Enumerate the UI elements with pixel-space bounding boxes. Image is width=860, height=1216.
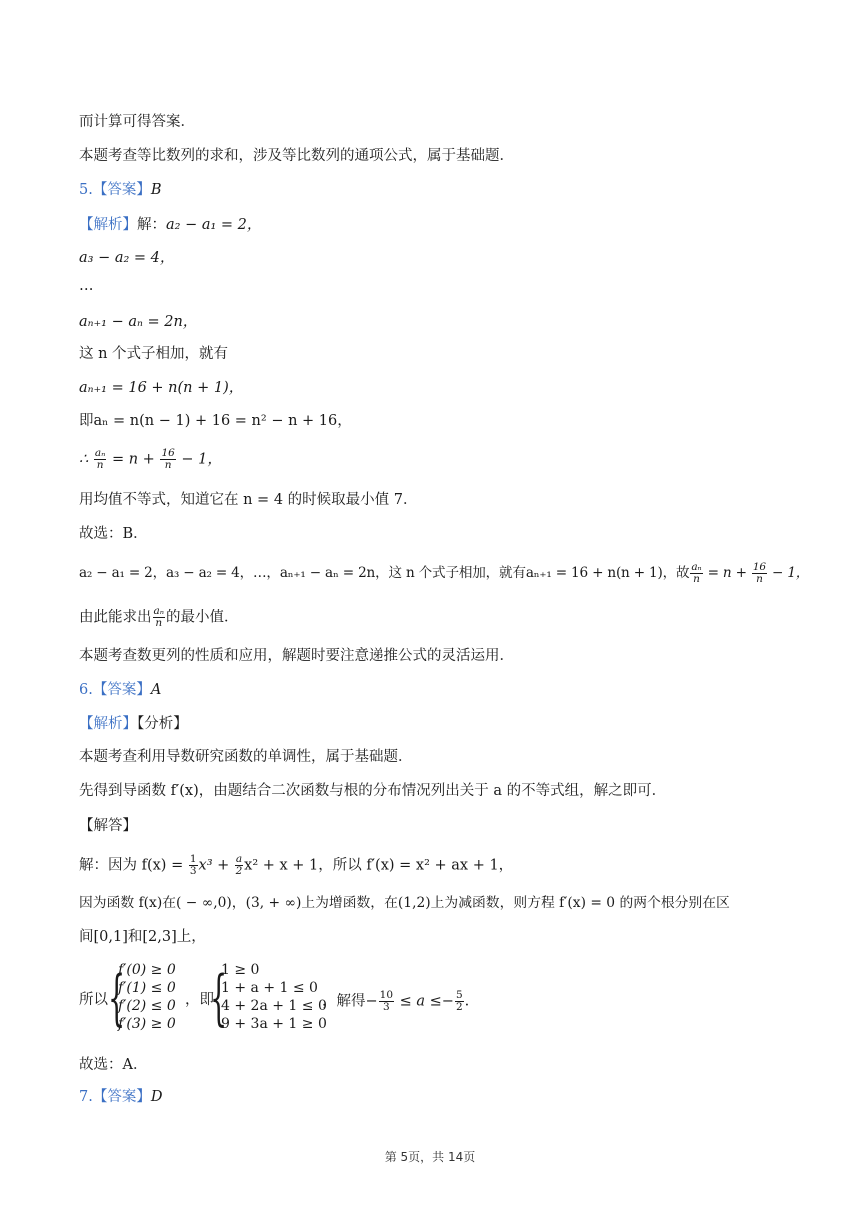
numerator: 10 [379,989,394,1001]
q7-answer-line [79,1087,162,1107]
fraction [752,562,767,585]
text-line: 先得到导函数 f′(x)，由题结合二次函数与根的分布情况列出关于 a 的不等式组，解之即可． [79,783,667,799]
q6-analysis-line [79,714,188,734]
fraction [160,448,175,471]
inequality-system-1 [118,961,176,1033]
equation-part: − 1， [767,565,810,581]
denominator: 2 [235,865,243,877]
fraction [379,990,394,1013]
result-line [322,990,469,1013]
equation-part: ≤ a ≤− [395,993,454,1010]
inequality-row: 1 ≥ 0 [221,962,260,978]
question-number: 5. [79,182,93,198]
answer-value: A [150,682,162,698]
text-line: 本题考查数更列的性质和应用，解题时要注意递推公式的灵活运用． [79,648,514,664]
equation: aₙ₊₁ = 16 + n(n + 1)， [79,380,244,396]
text-line: 用均值不等式，知道它在 n = 4 的时候取最小值 7． [79,492,418,508]
left-brace-icon: { [210,963,228,1033]
q6-answer-line [79,680,161,700]
solution-label: 解： [137,217,166,233]
select-line: 故选：B． [79,526,148,542]
ji-label: ，即 [185,992,214,1008]
analysis-tag: 【解析】 [79,217,137,233]
denominator: n [756,573,763,585]
equation-part: − 1， [176,451,222,468]
denominator: 3 [189,865,197,877]
inequality-row: 1 + a + 1 ≤ 0 [221,980,318,996]
summary-text: a₂ − a₁ = 2，a₃ − a₂ = 4，…，aₙ₊₁ − aₙ = 2n，这 n 个式子相加，就有aₙ₊₁ = 16 + n(n + 1)，故 [79,565,690,581]
inequality-row: 9 + 3a + 1 ≥ 0 [221,1016,327,1032]
summary-text: 由此能求出 [79,609,152,626]
fraction [235,854,243,877]
fraction [189,854,198,877]
summary-text: 的最小值． [166,609,239,626]
inequality-system-2 [221,961,327,1033]
fraction [690,562,702,585]
equation-part: 解：因为 f(x) = [79,857,188,874]
numerator: 16 [752,561,766,573]
fraction [455,990,464,1013]
text-line: 这 n 个式子相加，就有 [79,346,229,362]
numerator: a [235,853,243,865]
fraction [94,448,107,471]
denominator: n [693,573,700,585]
equation: 即aₙ = n(n − 1) + 16 = n² − n + 16， [79,413,352,429]
text-line: 间[0,1]和[2,3]上， [79,929,206,945]
left-brace-icon: { [108,963,126,1033]
question-number: 7. [79,1089,93,1105]
text-line: 本题考查等比数列的求和，涉及等比数列的通项公式，属于基础题． [79,148,514,164]
numerator: 5 [455,989,463,1001]
inequality-row: f′(2) ≤ 0 [118,998,176,1014]
equation-part: = n + [703,565,751,581]
solution-tag: 【解答】 [79,818,137,834]
summary-line [79,606,239,629]
denominator: 3 [383,1001,390,1013]
answer-tag: 【答案】 [92,682,151,698]
summary-line [79,562,809,585]
ellipsis: … [79,278,94,294]
text-line: 本题考查利用导数研究函数的单调性，属于基础题． [79,749,413,765]
equation: a₃ − a₂ = 4， [79,250,175,266]
suoyi-label: 所以 [79,992,108,1008]
q5-analysis-line [79,215,261,235]
numerator: aₙ [94,447,106,459]
select-line: 故选：A． [79,1057,148,1073]
result-text: ，解得− [322,993,378,1010]
answer-tag: 【答案】 [92,182,151,198]
therefore-symbol: ∴ [79,451,93,468]
numerator: 16 [161,447,175,459]
inequality-row: f′(1) ≤ 0 [118,980,176,996]
answer-value: B [150,182,162,198]
equation-part: . [464,993,470,1010]
answer-tag: 【答案】 [92,1089,151,1105]
inequality-row: f′(3) ≥ 0 [118,1016,176,1032]
inequality-row: f′(0) ≥ 0 [118,962,176,978]
denominator: n [96,459,104,471]
equation-part: x² + x + 1，所以 f′(x) = x² + ax + 1， [244,857,514,874]
text-line: 而计算可得答案． [79,114,195,130]
denominator: n [155,617,163,629]
analysis-subtag: 【分析】 [137,716,188,732]
equation-part: = n + [107,451,160,468]
analysis-tag: 【解析】 [79,716,137,732]
equation: aₙ₊₁ − aₙ = 2n， [79,314,198,330]
answer-value: D [150,1089,163,1105]
equation-fraction [79,448,222,471]
page-footer: 第 5页，共 14页 [384,1150,476,1164]
numerator: aₙ [691,561,702,573]
denominator: n [164,459,172,471]
q5-answer-line [79,180,162,200]
numerator: aₙ [153,605,165,617]
text-line: 因为函数 f(x)在( − ∞,0)，(3, + ∞)上为增函数，在(1,2)上为减函数，则方程 f′(x) = 0 的两个根分别在区 [79,895,730,911]
question-number: 6. [79,682,93,698]
equation-line [79,854,513,877]
equation-part: x³ + [198,857,234,874]
equation: a₂ − a₁ = 2， [166,217,262,233]
denominator: 2 [455,1001,463,1013]
numerator: 1 [189,853,197,865]
fraction [153,606,166,629]
inequality-row: 4 + 2a + 1 ≤ 0 [221,998,327,1014]
